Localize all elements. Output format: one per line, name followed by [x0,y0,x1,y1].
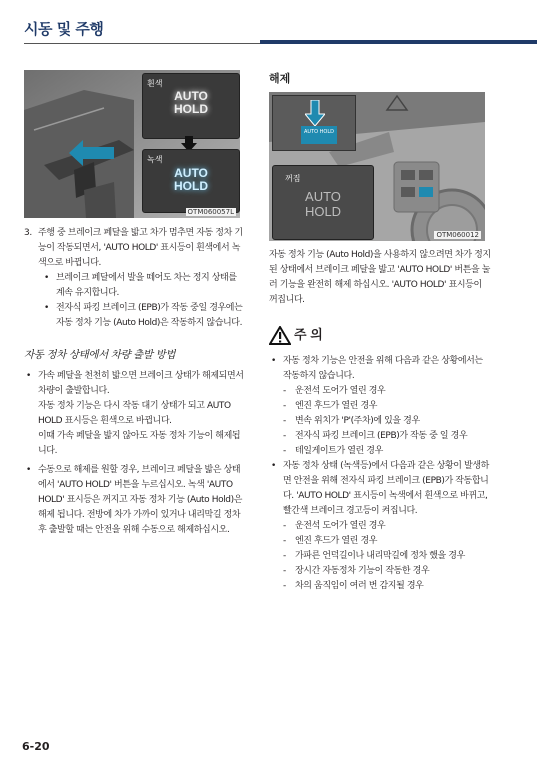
left-column [24,226,246,538]
auto-hold-button-green: AUTO HOLD [174,166,208,193]
caution-list-1-item: - 엔진 후드가 열린 경우 [283,401,378,411]
caution-bullet-1-text: 자동 정차 기능은 안전을 위해 다음과 같은 상황에서는 작동하지 않습니다. [283,356,483,381]
press-arrow-icon [305,100,325,130]
departure-bullet-1-p2: 자동 정차 기능은 다시 작동 대기 상태가 되고 AUTO HOLD 표시등은 흰색으로 바뀝니다. [38,401,231,426]
departure-bullet-1-p3: 이때 가속 페달을 밟지 않아도 자동 정차 기능이 해제됩니다. [38,431,241,456]
departure-bullet-1-p1: 가속 페달을 천천히 밟으면 브레이크 상태가 해제되면서 차량이 출발합니다. [38,371,244,396]
caution-list-2-item: - 엔진 후드가 열린 경우 [283,536,378,546]
caution-list-2-item: - 운전석 도어가 열린 경우 [283,521,386,531]
caution-list-2 [269,519,491,594]
page-number: 6-20 [22,740,50,753]
caution-list-2-item: - 차의 움직임이 여러 번 감지될 경우 [283,581,424,591]
header-rule-thin [24,43,260,44]
step-3-bullet-1 [24,271,246,301]
departure-bullet-2 [24,463,246,538]
figure-code: OTM060057L [187,208,234,216]
step-3-text: 주행 중 브레이크 페달을 밟고 차가 멈추면 자동 정차 기능이 작동되면서, 'AUTO HOLD' 표시등이 흰색에서 녹색으로 바뀝니다. [38,228,243,268]
bullet-dot-icon: • [26,465,31,475]
caution-list-1-item: - 운전석 도어가 열린 경우 [283,386,386,396]
departure-bullet-2-text: 수동으로 해제를 원할 경우, 브레이크 페달을 밟은 상태에서 'AUTO HOLD' 버튼을 누르십시오. 녹색 'AUTO HOLD' 표시등은 꺼지고 자동 정차 기능 (Auto Hold)은 해제 됩니다. 전방에 차가 가까이 있거나 내리막길 정차 후 출발할 때는 안전을 위해 수동으로 해제하십시오. [38,465,243,535]
bullet-dot-icon: • [26,371,31,381]
caution-bullet-1 [269,354,491,384]
step-3 [24,226,246,271]
caution-list-2-item: - 가파른 언덕길이나 내리막길에 정차 했을 경우 [283,551,465,561]
caution-header [269,326,491,348]
label-off: 꺼짐 [285,174,301,183]
caution-list-1-item: - 테일게이트가 열린 경우 [283,446,383,456]
bullet-dot-icon: • [271,356,276,366]
bullet-dot-icon: • [44,273,49,283]
page-header-title: 시동 및 주행 [24,20,104,38]
right-column [269,248,491,594]
auto-hold-off-inset [272,165,374,240]
bullet-dot-icon: • [271,461,276,471]
step-3-bullet-2-text: 전자식 파킹 브레이크 (EPB)가 작동 중일 경우에는 자동 정차 기능 (Auto Hold)은 작동하지 않습니다. [56,303,243,328]
caution-list-1-item: - 전자식 파킹 브레이크 (EPB)가 작동 중 일 경우 [283,431,468,441]
step-number: 3. [24,228,32,238]
caution-list-2-item: - 장시간 자동정차 기능이 작동한 경우 [283,566,430,576]
caution-bullet-2-text: 자동 정차 상태 (녹색등)에서 다음과 같은 상황이 발생하면 안전을 위해 전자식 파킹 브레이크 (EPB)가 작동합니다. 'AUTO HOLD' 표시등이 녹색에서 흰색으로 바뀌고, 빨간색 브레이크 경고등이 켜집니다. [283,461,489,516]
auto-hold-small-inset [272,95,356,151]
figure-code-2: OTM060012 [436,231,479,239]
caution-title: 주 의 [294,328,323,343]
step-3-bullet-1-text: 브레이크 페달에서 발을 떼어도 차는 정지 상태를 계속 유지합니다. [56,273,237,298]
caution-bullet-2 [269,459,491,519]
subheading-departure: 자동 정차 상태에서 차량 출발 방법 [24,349,176,361]
caution-list-1-item: - 변속 위치가 'P'(주차)에 있을 경우 [283,416,420,426]
bullet-dot-icon: • [44,303,49,313]
auto-hold-button-off: AUTO HOLD [304,189,342,219]
label-green: 녹색 [147,155,163,164]
auto-hold-button-white: AUTO HOLD [174,89,208,116]
section-title-release: 해제 [269,72,291,85]
auto-hold-white-inset [142,73,240,139]
header-rule-thick [260,40,537,44]
caution-list-1 [269,384,491,459]
warning-triangle-icon [269,326,291,351]
auto-hold-green-inset [142,149,240,213]
label-white: 흰색 [147,79,163,88]
release-text: 자동 정차 기능 (Auto Hold)을 사용하지 않으려면 차가 정지된 상태에서 브레이크 페달을 밟고 'AUTO HOLD' 버튼을 눌러 기능을 완전히 해제 하십시오. 'AUTO HOLD' 표시등이 꺼집니다. [269,250,491,305]
figure-auto-hold-release [269,92,485,241]
auto-hold-button-small: AUTO HOLD [301,126,337,144]
departure-bullet-1 [24,369,246,459]
pointer-arrow-icon [69,140,114,170]
step-3-bullet-2 [24,301,246,331]
figure-auto-hold-indicator [24,70,240,218]
